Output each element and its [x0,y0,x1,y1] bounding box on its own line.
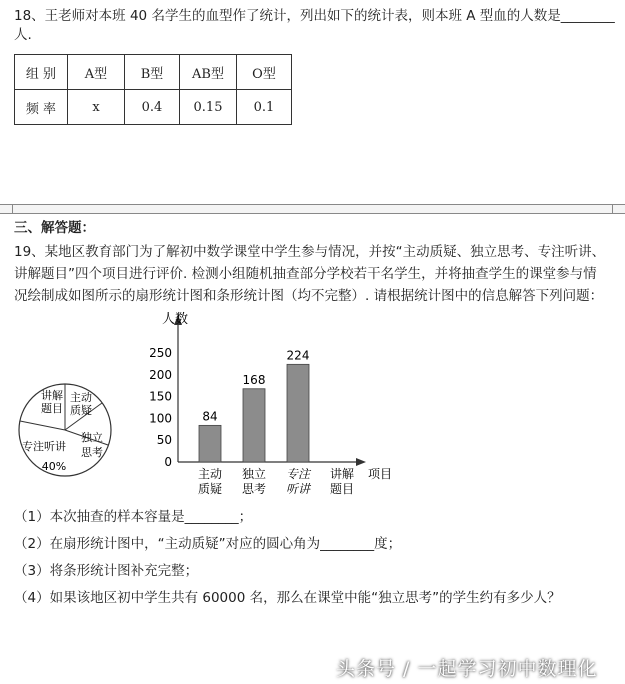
x-tick-label: 质疑 [197,482,223,496]
page-corner-mark [612,205,613,213]
x-tick-label: 听讲 [285,482,311,496]
y-tick-label: 0 [164,455,172,469]
pie-label: 题目 [41,402,63,415]
pie-label: 40% [41,460,67,473]
bar [199,425,221,462]
x-tick-label: 主动 [197,467,223,481]
q19-line1: 19、某地区教育部门为了解初中数学课堂中学生参与情况，并按“主动质疑、独立思考、专注听讲、 [14,244,606,260]
pie-label: 思考 [81,446,103,459]
x-tick-label: 独立 [241,467,267,481]
y-tick-label: 150 [149,389,172,404]
pie-label: 独立 [81,431,103,444]
table-cell: 0.4 [125,90,180,125]
section-title: 三、解答题： [14,220,95,236]
x-tick-label: 专注 [285,467,311,481]
y-tick-label: 200 [149,367,172,382]
y-tick-label: 250 [149,346,172,360]
page-corner-mark [12,205,13,213]
bar [287,364,309,462]
pie-label: 讲解 [41,389,63,402]
q19-sub1: （1）本次抽查的样本容量是________； [14,509,253,525]
pie-label: 质疑 [70,404,92,417]
pie-chart [10,380,120,480]
q18-line1: 18、王老师对本班 40 名学生的血型作了统计，列出如下的统计表，则本班 A 型血的人数是________ [14,8,615,24]
table-cell: 0.1 [237,90,292,125]
table-cell: B型 [125,55,180,90]
y-axis-label: 人数 [162,312,189,327]
table-cell: 0.15 [180,90,237,125]
blood-type-table [14,54,292,125]
x-tick-label: 讲解 [329,467,355,481]
data-label: 168 [242,372,266,387]
x-tick-label: 题目 [329,482,355,496]
x-tick-label: 思考 [241,482,267,496]
data-label: 224 [286,348,310,363]
table-cell: x [68,90,125,125]
table-cell: 频 率 [15,90,68,125]
watermark-text: 头条号 / 一起学习初中数理化 [336,658,598,680]
q19-sub2: （2）在扇形统计图中，“主动质疑”对应的圆心角为________度； [14,536,402,552]
table-cell: AB型 [180,55,237,90]
y-tick-label: 100 [149,411,172,426]
pie-label: 专注听讲 [22,440,66,453]
q19-sub3: （3）将条形统计图补充完整； [14,563,199,579]
q19-line3: 况绘制成如图所示的扇形统计图和条形统计图（均不完整）. 请根据统计图中的信息解答下列问题： [14,288,604,304]
table-cell: 组 别 [15,55,68,90]
table-cell: O型 [237,55,292,90]
q18-line2: 人. [14,27,32,43]
pie-label: 主动 [70,391,92,404]
x-axis-label: 项目 [368,467,393,481]
q19-sub4: （4）如果该地区初中学生共有 60000 名，那么在课堂中能“独立思考”的学生约有多少人？ [14,590,561,606]
bar-chart [140,305,410,505]
table-row [15,90,292,125]
data-label: 84 [202,409,218,424]
y-tick-label: 50 [156,433,172,448]
x-axis-arrow [356,458,366,466]
table-cell: A型 [68,55,125,90]
page-separator [0,204,625,214]
q19-line2: 讲解题目”四个项目进行评价. 检测小组随机抽查部分学校若干名学生，并将抽查学生的课堂参与情 [14,266,597,282]
bar [243,389,265,462]
table-row [15,55,292,90]
